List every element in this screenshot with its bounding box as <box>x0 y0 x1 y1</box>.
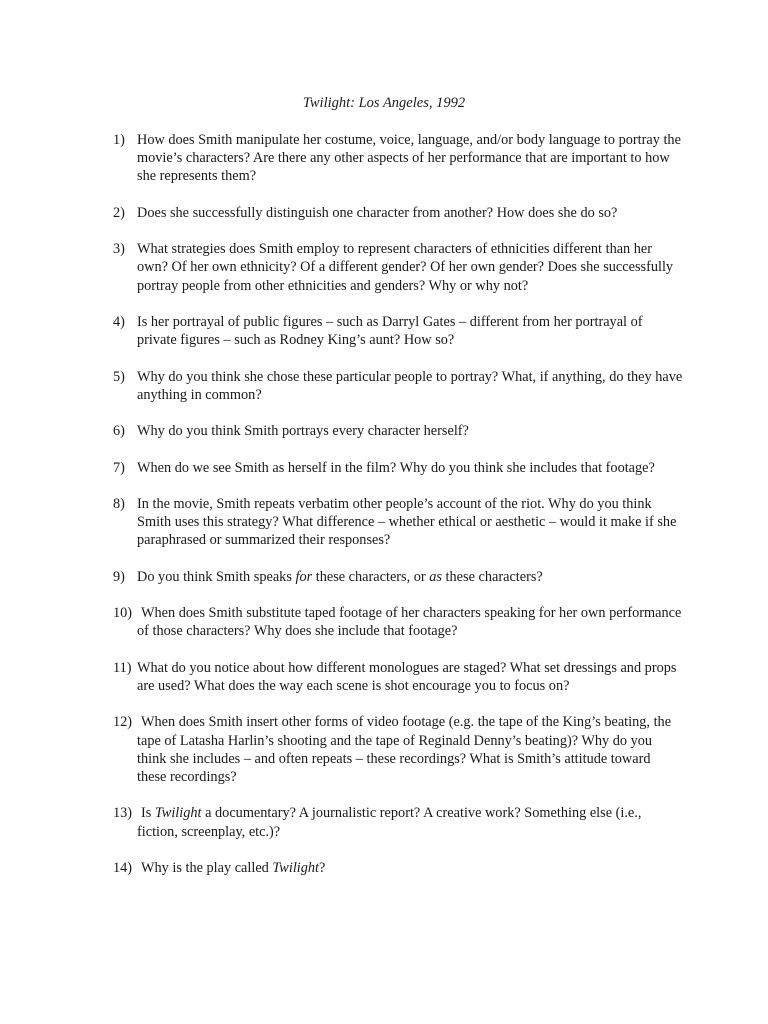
question-item <box>113 240 683 295</box>
question-number: 11) <box>113 659 132 676</box>
question-text: What strategies does Smith employ to represent characters of ethnicities different than her own? Of her own ethnicity? Of a different gender? Of her own gender? Does she successfully portray people from other ethnicities and genders? Why or why not? <box>137 241 674 294</box>
question-text: Does she successfully distinguish one character from another? How does she do so? <box>137 204 618 221</box>
question-list <box>113 131 683 895</box>
question-number: 4) <box>113 313 125 330</box>
question-text-part: Do you think Smith speaks <box>137 568 296 585</box>
question-item <box>113 131 683 186</box>
question-number: 6) <box>113 423 125 440</box>
question-number: 8) <box>113 495 125 512</box>
question-text <box>137 569 543 585</box>
question-number: 14) <box>113 859 133 876</box>
question-text-part: ? <box>319 859 326 876</box>
question-item <box>113 859 683 877</box>
question-number: 2) <box>113 204 125 221</box>
question-text-part: Why is the play called <box>141 859 273 876</box>
question-text: How does Smith manipulate her costume, voice, language, and/or body language to portray the movie’s characters? Are there any other aspects of her performance that are important to how she represents them? <box>137 132 681 185</box>
question-number: 10) <box>113 605 133 622</box>
question-text: When does Smith substitute taped footage of her characters speaking for her own performance of those characters? Why does she include that footage? <box>137 605 682 640</box>
question-text-part: these characters? <box>441 568 543 585</box>
question-item <box>113 804 683 840</box>
question-item <box>113 204 683 222</box>
question-text: When does Smith insert other forms of video footage (e.g. the tape of the King’s beating, the tape of Latasha Harlin’s shooting and the tape of Reginald Denny’s beating)? Why do you think she includes – and often repeats – these recordings? What is Smith’s attitude toward these recordings? <box>137 714 672 785</box>
question-item <box>113 659 683 695</box>
question-item <box>113 568 683 586</box>
question-emphasis: Twilight <box>154 805 202 822</box>
question-text-part: Is <box>141 805 155 822</box>
question-item <box>113 368 683 404</box>
question-text-part: these characters, or <box>312 568 430 585</box>
question-number: 13) <box>113 805 133 822</box>
question-item <box>113 313 683 349</box>
question-text: In the movie, Smith repeats verbatim other people’s account of the riot. Why do you think Smith uses this strategy? What difference – whether ethical or aesthetic – would it make if she paraphrased or summarized their responses? <box>137 495 677 549</box>
question-number: 3) <box>113 241 125 258</box>
question-number: 5) <box>113 368 125 385</box>
question-number: 12) <box>113 714 133 731</box>
question-number: 9) <box>113 568 125 585</box>
question-item <box>113 422 683 440</box>
question-emphasis: Twilight <box>272 859 320 876</box>
question-text: What do you notice about how different monologues are staged? What set dressings and props are used? What does the way each scene is shot encourage you to focus on? <box>137 659 677 694</box>
question-text: Why do you think she chose these particular people to portray? What, if anything, do they have anything in common? <box>137 368 683 403</box>
question-text-part: a documentary? A journalistic report? A creative work? Something else (i.e., fiction, screenplay, etc.)? <box>137 805 642 840</box>
question-number: 7) <box>113 459 125 476</box>
question-text <box>137 860 325 876</box>
question-text: Is her portrayal of public figures – such as Darryl Gates – different from her portrayal of private figures – such as Rodney King’s aunt? How so? <box>137 313 643 349</box>
page-title: Twilight: Los Angeles, 1992 <box>302 95 466 111</box>
question-number: 1) <box>113 132 125 148</box>
question-item <box>113 713 683 786</box>
question-item <box>113 459 683 477</box>
question-text <box>137 805 641 839</box>
question-emphasis: as <box>429 568 442 585</box>
question-emphasis: for <box>295 568 313 585</box>
question-text: When do we see Smith as herself in the film? Why do you think she includes that footage? <box>137 459 655 476</box>
question-item <box>113 604 683 640</box>
question-text: Why do you think Smith portrays every character herself? <box>137 423 469 440</box>
question-item <box>113 495 683 550</box>
